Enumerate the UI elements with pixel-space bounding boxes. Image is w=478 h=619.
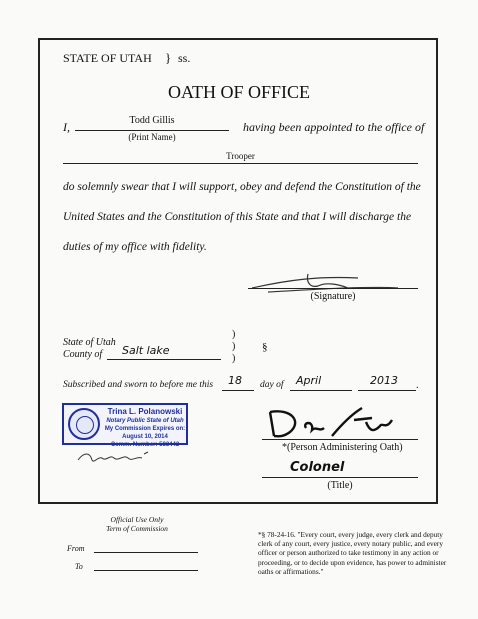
subscribed-text: Subscribed and sworn to before me this xyxy=(63,380,214,390)
signature-line xyxy=(248,288,418,289)
notary-signature xyxy=(76,448,156,468)
county-line xyxy=(107,359,221,360)
signature-label: (Signature) xyxy=(310,291,356,302)
notary-name: Trina L. Polanowski xyxy=(107,407,183,416)
day-value: 18 xyxy=(228,374,242,387)
notary-line-1: Notary Public State of Utah xyxy=(106,418,184,424)
office-line xyxy=(63,163,418,164)
title-label: (Title) xyxy=(327,480,353,491)
day-line xyxy=(222,390,254,391)
administrator-line xyxy=(262,439,418,440)
i-label: I, xyxy=(63,120,70,134)
statute-footnote: *§ 78-24-16. "Every court, every judge, every clerk and deputy clerk of any court, every justice, every notary public, and every officer or person authorized to take testimony in any action or proceeding, or to decide upon evidence, has power to administer oaths or affirmations." xyxy=(258,530,447,576)
notary-line-2: My Commission Expires on: xyxy=(104,426,186,432)
notary-stamp xyxy=(62,403,188,448)
administrator-label: *(Person Administering Oath) xyxy=(282,442,403,453)
year-period: . xyxy=(416,380,419,391)
notary-line-4: Comm. Number: 583442 xyxy=(110,442,180,448)
to-label: To xyxy=(75,562,83,571)
county-value: Salt lake xyxy=(122,344,170,357)
to-line xyxy=(94,570,198,571)
print-name-value: Todd Gillis xyxy=(129,115,175,126)
ss-label: ss. xyxy=(178,51,191,65)
venue-paren-1: ) xyxy=(232,329,236,340)
day-of-label: day of xyxy=(260,380,284,390)
document-title: OATH OF OFFICE xyxy=(167,82,311,102)
month-line xyxy=(290,390,352,391)
state-of-utah-label: State of Utah xyxy=(63,337,116,348)
print-name-label: (Print Name) xyxy=(128,132,176,142)
title-line xyxy=(262,477,418,478)
title-value: Colonel xyxy=(290,460,345,475)
appointed-text: having been appointed to the office of xyxy=(243,120,425,134)
from-line xyxy=(94,552,198,553)
office-value: Trooper xyxy=(226,151,255,161)
oath-text-line-2: United States and the Constitution of this State and that I will discharge the xyxy=(63,211,412,223)
notary-line-3: August 10, 2014 xyxy=(122,434,168,440)
month-value: April xyxy=(296,374,322,387)
notary-seal-icon xyxy=(68,408,100,440)
from-label: From xyxy=(67,544,85,553)
oath-text-line-3: duties of my office with fidelity. xyxy=(63,241,207,253)
section-symbol: § xyxy=(262,341,268,353)
administrator-signature xyxy=(262,402,412,442)
venue-paren-3: ) xyxy=(232,353,236,364)
county-of-label: County of xyxy=(63,349,103,360)
name-line xyxy=(75,130,229,131)
term-of-commission-label: Term of Commission xyxy=(106,524,168,533)
state-label: STATE OF UTAH xyxy=(63,51,152,65)
year-value: 2013 xyxy=(370,374,398,387)
oath-text-line-1: do solemnly swear that I will support, obey and defend the Constitution of the xyxy=(63,181,421,193)
state-brace: } xyxy=(165,50,172,65)
year-line xyxy=(358,390,416,391)
venue-paren-2: ) xyxy=(232,341,236,352)
official-use-label: Official Use Only xyxy=(110,515,164,524)
